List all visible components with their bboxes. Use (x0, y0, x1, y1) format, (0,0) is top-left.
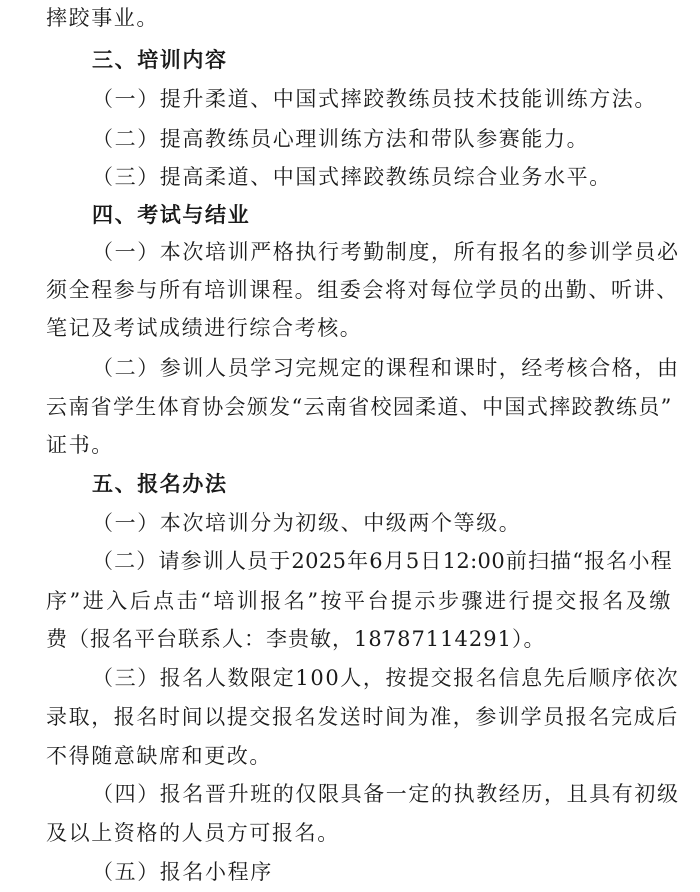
list-item-5-5: （五）报名小程序 (92, 860, 273, 884)
paragraph-5-3-line-2: 录取，报名时间以提交报名发送时间为准，参训学员报名完成后 (46, 705, 679, 729)
paragraph-5-3-line-3: 不得随意缺席和更改。 (46, 744, 272, 768)
section-heading-training-content: 三、培训内容 (92, 48, 228, 72)
paragraph-5-4-line-1: （四）报名晋升班的仅限具备一定的执教经历，且具有初级 (92, 782, 680, 806)
paragraph-5-4-line-2: 及以上资格的人员方可报名。 (46, 821, 340, 845)
paragraph-5-2-line-2: 序”进入后点击“培训报名”按平台提示步骤进行提交报名及缴 (46, 589, 672, 613)
paragraph-4-1-line-3: 笔记及考试成绩进行综合考核。 (46, 316, 363, 340)
paragraph-4-1-line-2: 须全程参与所有培训课程。组委会将对每位学员的出勤、听讲、 (46, 278, 679, 302)
list-item-3-3: （三）提高柔道、中国式摔跤教练员综合业务水平。 (92, 165, 612, 189)
paragraph-4-2-line-1: （二）参训人员学习完规定的课程和课时，经考核合格，由 (92, 356, 680, 380)
section-heading-registration: 五、报名办法 (92, 472, 228, 496)
paragraph-4-2-line-2: 云南省学生体育协会颁发“云南省校园柔道、中国式摔跤教练员” (46, 395, 672, 419)
paragraph-4-2-line-3: 证书。 (46, 433, 114, 457)
paragraph-5-3-line-1: （三）报名人数限定100人，按提交报名信息先后顺序依次 (92, 666, 680, 690)
list-item-3-1: （一）提升柔道、中国式摔跤教练员技术技能训练方法。 (92, 87, 657, 111)
paragraph-5-2-line-3: 费（报名平台联系人：李贵敏，18787114291）。 (46, 627, 546, 651)
section-heading-exam-graduation: 四、考试与结业 (92, 203, 251, 227)
paragraph-5-2-line-1: （二）请参训人员于2025年6月5日12:00前扫描“报名小程 (92, 549, 672, 573)
paragraph-4-1-line-1: （一）本次培训严格执行考勤制度，所有报名的参训学员必 (92, 240, 680, 264)
list-item-5-1: （一）本次培训分为初级、中级两个等级。 (92, 511, 522, 535)
list-item-3-2: （二）提高教练员心理训练方法和带队参赛能力。 (92, 127, 590, 151)
paragraph-continuation: 摔跤事业。 (46, 6, 159, 30)
